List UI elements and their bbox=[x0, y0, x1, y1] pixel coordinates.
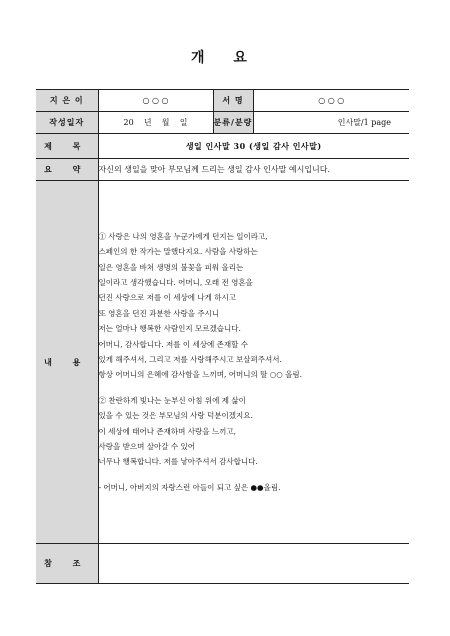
author-label: 지 은 이 bbox=[36, 90, 98, 112]
date-value: 20 년 월 일 bbox=[98, 112, 213, 134]
signoff-line: - 어머니, 아버지의 자랑스런 아들이 되고 싶은 ●●올림. bbox=[98, 482, 281, 492]
text-line: 사랑을 받으며 살아갈 수 있어 bbox=[98, 442, 195, 452]
title-label: 제 목 bbox=[36, 134, 98, 159]
text-line: 일이라고 생각했습니다. 어머니, 오래 전 영혼을 bbox=[98, 277, 253, 287]
signature-label: 서 명 bbox=[213, 90, 253, 112]
text-line: ① 사랑은 나의 영혼을 누군가에게 던지는 일이라고, bbox=[98, 231, 268, 241]
text-line: 스페인의 한 작가는 말했다지요. 사람을 사랑하는 bbox=[98, 247, 258, 257]
text-line: 저는 얼마나 행복한 사람인지 모르겠습니다. bbox=[98, 324, 241, 334]
reference-value bbox=[98, 544, 409, 584]
summary-text: 자신의 생일을 맞아 부모님께 드리는 생일 감사 인사말 예시입니다. bbox=[98, 159, 409, 181]
text-line: 던진 사랑으로 저를 이 세상에 나게 하시고 bbox=[98, 293, 236, 303]
author-row bbox=[36, 90, 409, 112]
category-value: 인사말/1 page bbox=[253, 112, 409, 134]
text-line: 너무나 행복합니다. 저를 낳아주셔서 감사합니다. bbox=[98, 457, 258, 467]
summary-label: 요 약 bbox=[36, 159, 98, 181]
text-line: 일은 영혼을 바쳐 생명의 불꽃을 피워 올리는 bbox=[98, 262, 244, 272]
signature-value: ○ ○ ○ bbox=[253, 90, 409, 112]
author-value: ○ ○ ○ bbox=[98, 90, 213, 112]
content-paragraph-2 bbox=[99, 393, 410, 470]
content-row bbox=[36, 181, 409, 544]
content-label: 내 용 bbox=[36, 181, 98, 544]
category-label: 분류/분량 bbox=[213, 112, 253, 134]
text-line: 또 영혼을 던진 과분한 사랑을 주시니 bbox=[98, 308, 220, 318]
summary-row bbox=[36, 159, 409, 181]
document-title: 생일 인사말 30 (생일 감사 인사말) bbox=[98, 134, 409, 159]
text-line: 이 세상에 태어나 존재하며 사랑을 느끼고, bbox=[98, 426, 236, 436]
reference-label: 참 조 bbox=[36, 544, 98, 584]
reference-row bbox=[36, 544, 409, 584]
document-summary-table bbox=[36, 89, 409, 584]
content-paragraph-1 bbox=[99, 229, 410, 383]
page-title: 개 요 bbox=[191, 50, 259, 66]
text-line: 항상 어머니의 은혜에 감사함을 느끼며, 어머니의 딸 ○○ 올림. bbox=[98, 370, 303, 380]
text-line: ② 찬란하게 빛나는 눈부신 아침 위에 제 삶이 bbox=[98, 395, 246, 405]
title-row bbox=[36, 134, 409, 159]
text-line: 어머니, 감사합니다. 저를 이 세상에 존재할 수 bbox=[98, 339, 248, 349]
content-body bbox=[98, 181, 409, 544]
text-line: 있을 수 있는 것은 부모님의 사랑 덕분이겠지요. bbox=[98, 411, 253, 421]
text-line: 있게 해주셔서, 그리고 저를 사랑해주시고 보살펴주셔서. bbox=[98, 355, 282, 364]
date-row bbox=[36, 112, 409, 134]
date-label: 작성일자 bbox=[36, 112, 98, 134]
